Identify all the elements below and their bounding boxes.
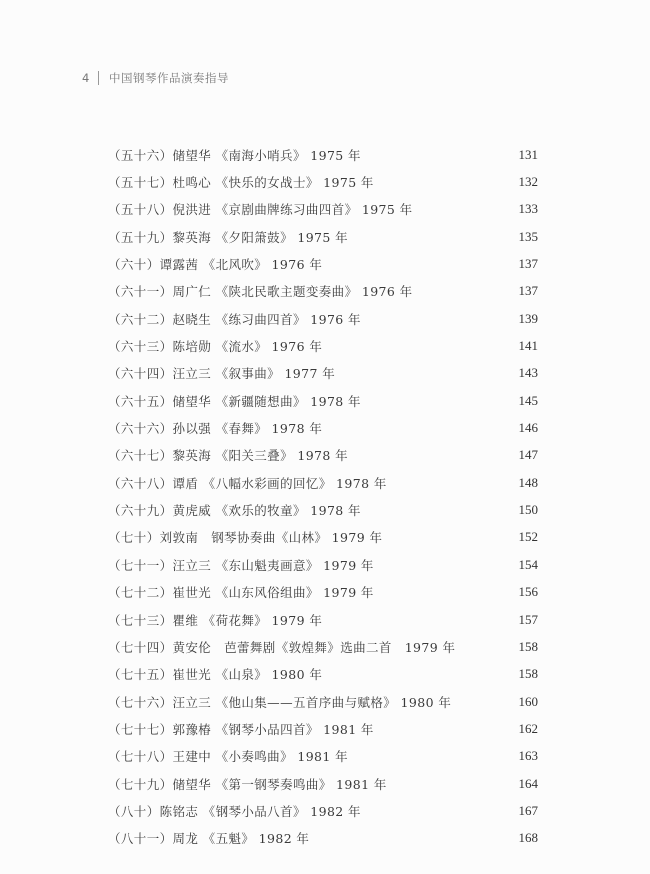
- toc-entry: [108, 797, 538, 824]
- toc-entry-title: （七十八）王建中 《小奏鸣曲》 1981 年: [108, 749, 349, 765]
- toc-entry-page: 131: [518, 146, 538, 162]
- toc-entry: [108, 743, 538, 770]
- toc-entry-page: 139: [518, 310, 538, 326]
- toc-entry-page: 168: [518, 830, 538, 846]
- toc-entry-title: （八十一）周龙 《五魁》 1982 年: [108, 831, 310, 847]
- toc-entry-page: 135: [518, 228, 538, 244]
- toc-entry: [108, 387, 538, 414]
- toc-entry-title: （六十二）赵晓生 《练习曲四首》 1976 年: [108, 311, 361, 327]
- toc-entry: [108, 551, 538, 578]
- toc-entry-title: （六十五）储望华 《新疆随想曲》 1978 年: [108, 393, 361, 409]
- toc-entry-title: （七十一）汪立三 《东山魁夷画意》 1979 年: [108, 557, 374, 573]
- toc-entry-title: （八十）陈铭志 《钢琴小品八首》 1982 年: [108, 803, 361, 819]
- toc-entry-title: （六十七）黎英海 《阳关三叠》 1978 年: [108, 448, 349, 464]
- toc-entry-page: 146: [518, 420, 538, 436]
- toc-entry-title: （七十七）郭豫椿 《钢琴小品四首》 1981 年: [108, 721, 374, 737]
- toc-entry-title: （六十九）黄虎威 《欢乐的牧童》 1978 年: [108, 503, 361, 519]
- toc-entry-page: 158: [518, 666, 538, 682]
- toc-entry-page: 143: [518, 365, 538, 381]
- toc-entry: [108, 250, 538, 277]
- header-divider: [98, 71, 99, 85]
- toc-entry-page: 145: [518, 392, 538, 408]
- toc-entry: [108, 141, 538, 168]
- toc-entry-page: 152: [518, 529, 538, 545]
- running-header: [82, 67, 229, 89]
- toc-entry: [108, 496, 538, 523]
- toc-entry-title: （七十九）储望华 《第一钢琴奏鸣曲》 1981 年: [108, 776, 387, 792]
- toc-entry-page: 137: [518, 283, 538, 299]
- toc-entry: [108, 442, 538, 469]
- toc-entry-page: 147: [518, 447, 538, 463]
- toc-entry-title: （六十三）陈培勋 《流水》 1976 年: [108, 339, 323, 355]
- toc-entry-page: 158: [518, 638, 538, 654]
- toc-entry-page: 141: [518, 338, 538, 354]
- toc-entry: [108, 606, 538, 633]
- toc-entry-page: 163: [518, 748, 538, 764]
- toc-entry: [108, 278, 538, 305]
- toc-entry-page: 137: [518, 256, 538, 272]
- toc-entry: [108, 825, 538, 852]
- toc-entry-title: （七十四）黄安伦 芭蕾舞剧《敦煌舞》选曲二首 1979 年: [108, 639, 456, 655]
- toc-entry-title: （五十八）倪洪进 《京剧曲牌练习曲四首》 1975 年: [108, 202, 413, 218]
- toc-entry: [108, 688, 538, 715]
- toc-entry: [108, 360, 538, 387]
- toc-entry: [108, 168, 538, 195]
- toc-entry-page: 156: [518, 584, 538, 600]
- toc-entry-title: （六十）谭露茜 《北风吹》 1976 年: [108, 257, 323, 273]
- toc-entry-title: （五十六）储望华 《南海小哨兵》 1975 年: [108, 147, 361, 163]
- toc-entry: [108, 223, 538, 250]
- toc-entry-page: 167: [518, 802, 538, 818]
- toc-entry-title: （六十四）汪立三 《叙事曲》 1977 年: [108, 366, 336, 382]
- toc-entry-title: （七十）刘敦南 钢琴协奏曲《山林》 1979 年: [108, 530, 383, 546]
- toc-entry: [108, 305, 538, 332]
- toc-entry-page: 157: [518, 611, 538, 627]
- toc-entry: [108, 770, 538, 797]
- toc-entry: [108, 414, 538, 441]
- toc-entry-title: （七十二）崔世光 《山东风俗组曲》 1979 年: [108, 585, 374, 601]
- toc-entry-page: 148: [518, 474, 538, 490]
- toc-entry-title: （七十五）崔世光 《山泉》 1980 年: [108, 667, 323, 683]
- toc-entry-title: （五十七）杜鸣心 《快乐的女战士》 1975 年: [108, 175, 374, 191]
- toc-entry: [108, 524, 538, 551]
- table-of-contents: [108, 141, 538, 852]
- toc-entry: [108, 715, 538, 742]
- book-title: 中国钢琴作品演奏指导: [109, 71, 229, 85]
- toc-entry: [108, 332, 538, 359]
- toc-entry: [108, 579, 538, 606]
- page-number: 4: [82, 71, 90, 85]
- toc-entry-page: 150: [518, 502, 538, 518]
- toc-entry-title: （七十六）汪立三 《他山集——五首序曲与赋格》 1980 年: [108, 694, 452, 710]
- toc-entry-page: 164: [518, 775, 538, 791]
- toc-entry-title: （七十三）瞿维 《荷花舞》 1979 年: [108, 612, 323, 628]
- toc-entry: [108, 633, 538, 660]
- toc-entry: [108, 196, 538, 223]
- toc-entry-page: 160: [518, 693, 538, 709]
- toc-entry-page: 132: [518, 174, 538, 190]
- toc-entry-title: （六十六）孙以强 《春舞》 1978 年: [108, 421, 323, 437]
- toc-entry-title: （六十一）周广仁 《陕北民歌主题变奏曲》 1976 年: [108, 284, 413, 300]
- toc-entry-page: 162: [518, 720, 538, 736]
- toc-entry-page: 133: [518, 201, 538, 217]
- toc-entry-title: （五十九）黎英海 《夕阳箫鼓》 1975 年: [108, 229, 349, 245]
- toc-entry: [108, 469, 538, 496]
- toc-entry: [108, 661, 538, 688]
- toc-entry-page: 154: [518, 556, 538, 572]
- toc-entry-title: （六十八）谭盾 《八幅水彩画的回忆》 1978 年: [108, 475, 387, 491]
